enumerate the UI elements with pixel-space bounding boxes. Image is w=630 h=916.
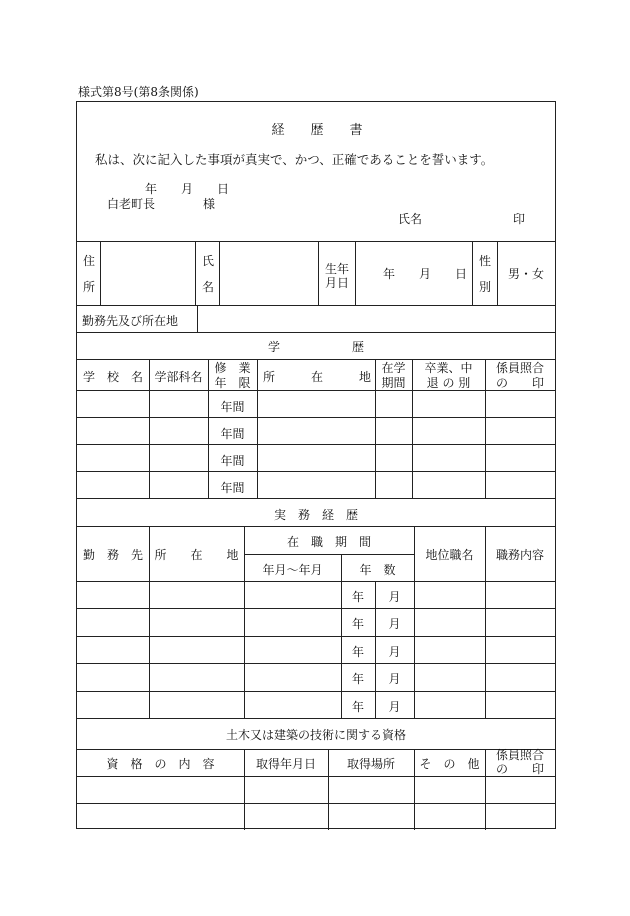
header-school-name: 学 校 名 [82,370,143,384]
work-row-year[interactable]: 年 [351,617,364,631]
education-row-term[interactable]: 年間 [220,427,245,441]
work-row-month[interactable]: 月 [388,590,401,604]
signature-name-label: 氏名 [398,212,423,226]
form-number-label: 様式第8号(第8条関係) [78,85,199,99]
header-graduation-2: 退 の 別 [426,376,471,390]
header-qualification-content: 資 格 の 内 容 [106,757,215,771]
address-label-2: 所 [83,280,96,294]
header-faculty: 学部科名 [154,370,203,384]
address-label-1: 住 [83,254,96,268]
header-years: 年 数 [359,563,396,577]
birth-label-1: 生年 [325,262,350,276]
header-q-staff-check-1: 係員照合 [495,748,544,762]
header-staff-check-1: 係員照合 [495,361,544,375]
form-title: 経 歴 書 [271,123,363,138]
header-position: 地位職名 [425,548,474,562]
header-enrolled-1: 在学 [381,361,406,375]
header-staff-check-2: の 印 [495,376,544,390]
education-row-term[interactable]: 年間 [220,454,245,468]
header-term-1: 修 業 [214,361,251,375]
header-tenure: 在 職 期 間 [286,535,371,549]
education-row-term[interactable]: 年間 [220,400,245,414]
work-row-month[interactable]: 月 [388,617,401,631]
header-enrolled-2: 期間 [381,376,406,390]
date-line[interactable]: 年 月 日 [145,182,230,196]
sex-options[interactable]: 男・女 [508,267,545,281]
header-graduation-1: 卒業、中 [424,361,473,375]
sex-label-1: 性 [479,254,492,268]
resume-form [76,101,556,829]
header-other: そ の 他 [419,757,480,771]
birth-label-2: 月日 [325,276,350,290]
header-acquired-place: 取得場所 [346,757,395,771]
birth-date-value[interactable]: 年 月 日 [383,267,468,281]
work-row-year[interactable]: 年 [351,700,364,714]
work-row-month[interactable]: 月 [388,645,401,659]
header-period: 年月～年月 [262,563,323,577]
header-q-staff-check-2: の 印 [495,762,544,776]
header-work-location: 所 在 地 [154,548,239,562]
education-section-title: 学 歴 [267,340,364,354]
work-row-year[interactable]: 年 [351,590,364,604]
work-row-year[interactable]: 年 [351,672,364,686]
header-term-2: 年 限 [214,376,251,390]
work-row-year[interactable]: 年 [351,645,364,659]
header-location: 所 在 地 [263,370,372,384]
header-duties: 職務内容 [495,548,544,562]
work-row-month[interactable]: 月 [388,700,401,714]
header-acquired-date: 取得年月日 [255,757,316,771]
addressee: 白老町長 様 [107,197,216,211]
education-row-term[interactable]: 年間 [220,481,245,495]
oath-statement: 私は、次に記入した事項が真実で、かつ、正確であることを誓います。 [95,152,494,167]
sex-label-2: 別 [479,280,492,294]
work-section-title: 実 務 経 歴 [273,508,358,522]
header-employer: 勤 務 先 [82,548,143,562]
qualification-section-title: 土木又は建築の技術に関する資格 [225,728,406,742]
work-row-month[interactable]: 月 [388,672,401,686]
name-label-2: 名 [202,280,215,294]
workplace-label: 勤務先及び所在地 [82,314,179,328]
seal-mark: 印 [513,212,526,226]
name-label-1: 氏 [202,254,215,268]
